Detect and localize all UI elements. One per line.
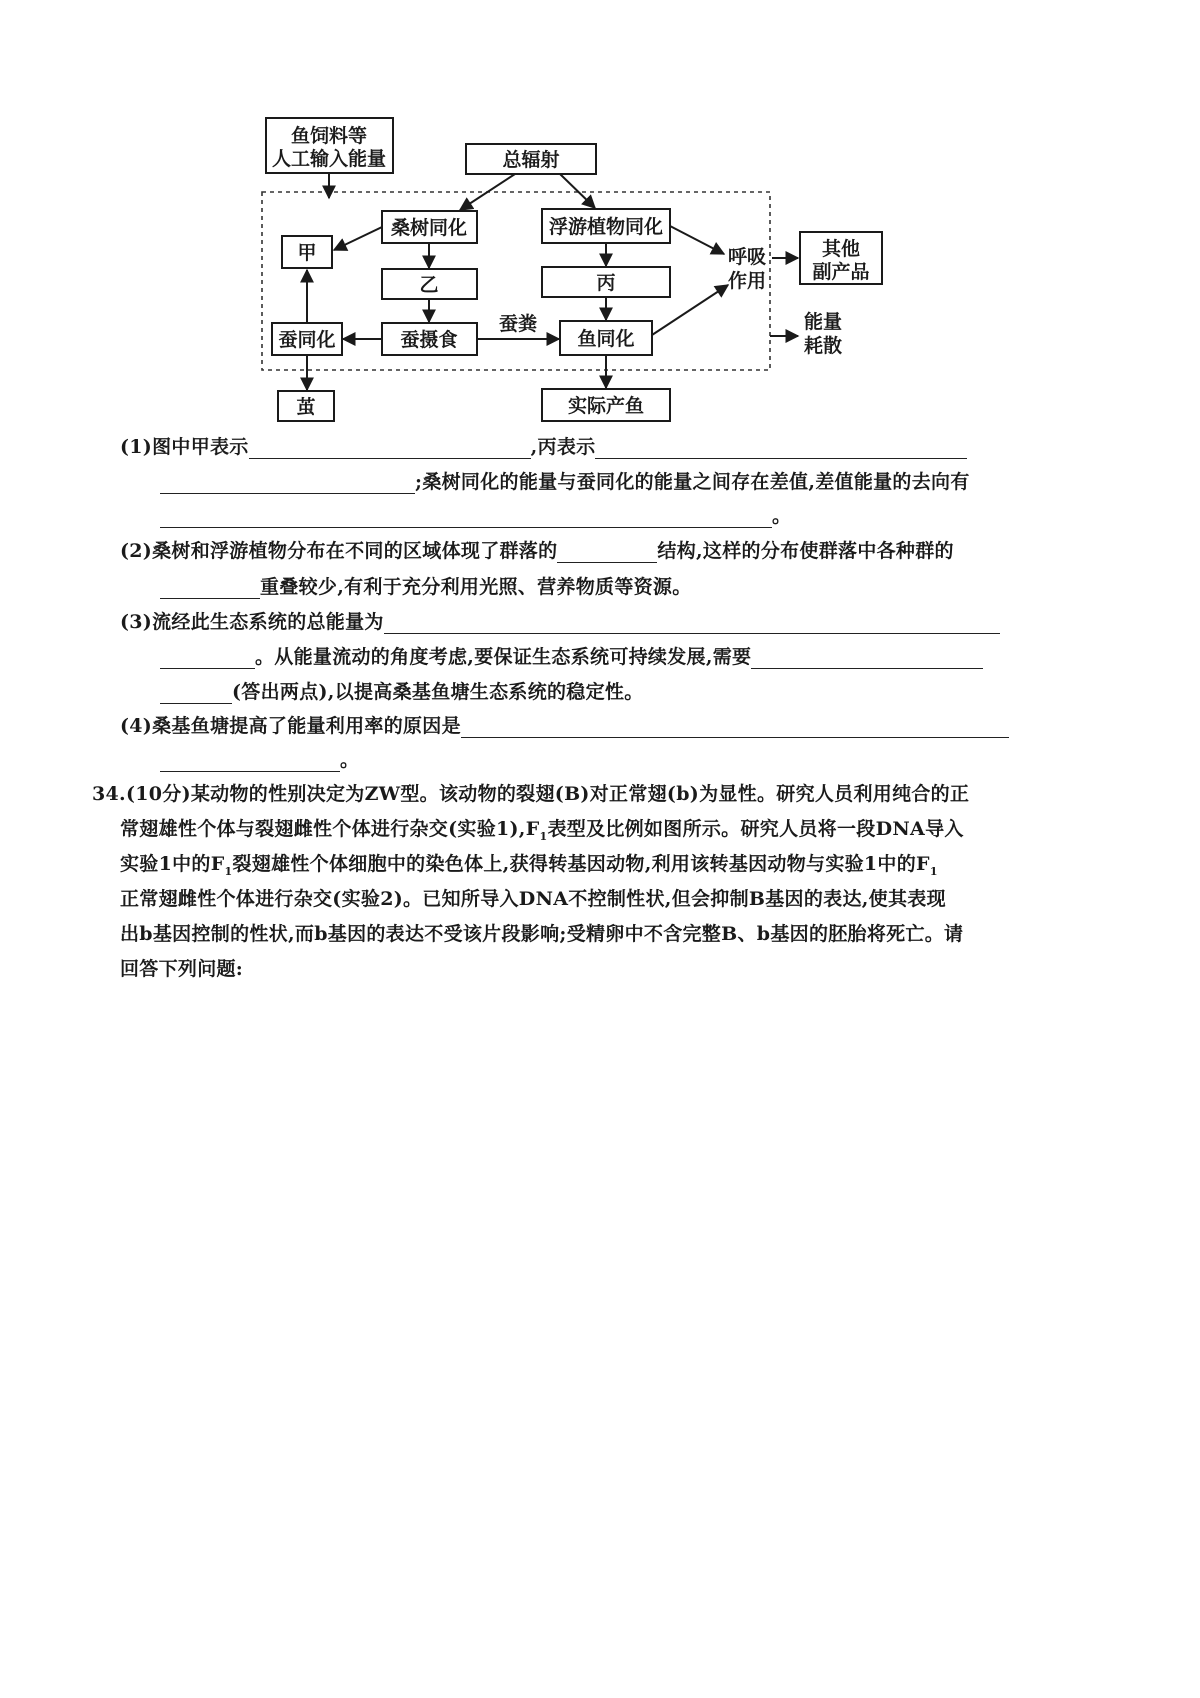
artificial-input-line2: 人工输入能量 <box>271 148 387 170</box>
energy-flow-diagram <box>0 0 1200 440</box>
silkworm-feces-label: 蚕粪 <box>498 313 538 335</box>
svg-text:丙: 丙 <box>596 272 616 294</box>
svg-text:甲: 甲 <box>297 242 317 264</box>
svg-text:乙: 乙 <box>419 274 439 296</box>
answer-blank-structure[interactable] <box>557 542 657 563</box>
answer-blank-measures-cont[interactable] <box>160 683 232 704</box>
svg-text:浮游植物同化: 浮游植物同化 <box>548 216 664 238</box>
q33-part3-line1: (3)流经此生态系统的总能量为 <box>120 610 1000 634</box>
answer-blank-total-energy[interactable] <box>384 613 1000 634</box>
energy-loss-label-2: 耗散 <box>803 335 843 357</box>
plankton-assimilation-box <box>542 209 670 243</box>
silkworm-assimilation-box <box>272 323 342 355</box>
respiration-label-1: 呼吸 <box>727 246 767 268</box>
svg-text:实际产鱼: 实际产鱼 <box>567 395 645 417</box>
q34-line5: 出b基因控制的性状,而b基因的表达不受该片段影响;受精卵中不含完整B、b基因的胚胎将死亡。请 <box>120 923 964 945</box>
svg-text:其他: 其他 <box>821 238 861 260</box>
answer-blank-reason[interactable] <box>461 717 1009 738</box>
q34-line3: 实验1中的$F_1$裂翅雄性个体细胞中的染色体上,获得转基因动物,利用该转基因动物与实验1中的$F_1$ <box>120 853 938 878</box>
yi-box <box>382 269 477 299</box>
q33-part1-line2: ;桑树同化的能量与蚕同化的能量之间存在差值,差值能量的去向有 <box>160 470 970 494</box>
svg-text:总辐射: 总辐射 <box>502 149 560 171</box>
q34-line1: 34.(10分)某动物的性别决定为ZW型。该动物的裂翅(B)对正常翅(b)为显性。研究人员利用纯合的正 <box>92 783 970 805</box>
q34-line2: 常翅雄性个体与裂翅雌性个体进行杂交(实验$1),F_1$表型及比例如图所示。研究人员将一段DNA导入 <box>120 818 964 843</box>
artificial-input-box <box>266 118 393 173</box>
cocoon-box <box>278 391 334 421</box>
answer-blank-jia[interactable] <box>249 438 531 459</box>
q33-part1-line1: (1)图中甲表示 ,丙表示 <box>120 435 967 459</box>
svg-text:蚕同化: 蚕同化 <box>278 329 336 351</box>
other-products-box <box>800 232 882 284</box>
svg-text:桑树同化: 桑树同化 <box>390 217 468 239</box>
q33-part4-line2: 。 <box>160 748 359 772</box>
answer-blank-niche[interactable] <box>160 578 260 599</box>
respiration-label-2: 作用 <box>727 270 767 292</box>
answer-blank-total-energy-cont[interactable] <box>160 648 255 669</box>
answer-blank-measures[interactable] <box>751 648 983 669</box>
q33-part2-line1: (2)桑树和浮游植物分布在不同的区域体现了群落的 结构,这样的分布使群落中各种群的 <box>120 540 954 562</box>
q33-part4-line1: (4)桑基鱼塘提高了能量利用率的原因是 <box>120 714 1009 738</box>
bing-box <box>542 267 670 297</box>
q33-part3-line3: (答出两点),以提高桑基鱼塘生态系统的稳定性。 <box>160 680 644 704</box>
answer-blank-bing[interactable] <box>595 438 967 459</box>
q34-line6: 回答下列问题: <box>120 958 244 980</box>
svg-text:鱼同化: 鱼同化 <box>577 328 635 350</box>
fish-assimilation-box <box>560 321 652 355</box>
silkworm-intake-box <box>382 323 477 355</box>
answer-blank-reason-cont[interactable] <box>160 751 340 772</box>
svg-text:茧: 茧 <box>296 396 316 418</box>
jia-box <box>282 236 332 268</box>
q33-part1-line3: 。 <box>160 504 791 528</box>
answer-blank-energy-fate[interactable] <box>160 507 772 528</box>
mulberry-assimilation-box <box>382 211 477 243</box>
q33-part3-line2: 。从能量流动的角度考虑,要保证生态系统可持续发展,需要 <box>160 645 983 669</box>
svg-text:蚕摄食: 蚕摄食 <box>400 329 458 351</box>
q33-part2-line2: 重叠较少,有利于充分利用光照、营养物质等资源。 <box>160 575 692 599</box>
artificial-input-line1: 鱼饲料等 <box>290 125 368 147</box>
fish-output-box <box>542 389 670 421</box>
energy-loss-label-1: 能量 <box>803 311 843 333</box>
answer-blank-bing-cont[interactable] <box>160 473 415 494</box>
total-radiation-box <box>466 144 596 174</box>
q34-line4: 正常翅雌性个体进行杂交(实验2)。已知所导入DNA不控制性状,但会抑制B基因的表达,使其表现 <box>120 888 946 910</box>
svg-text:副产品: 副产品 <box>812 261 870 283</box>
